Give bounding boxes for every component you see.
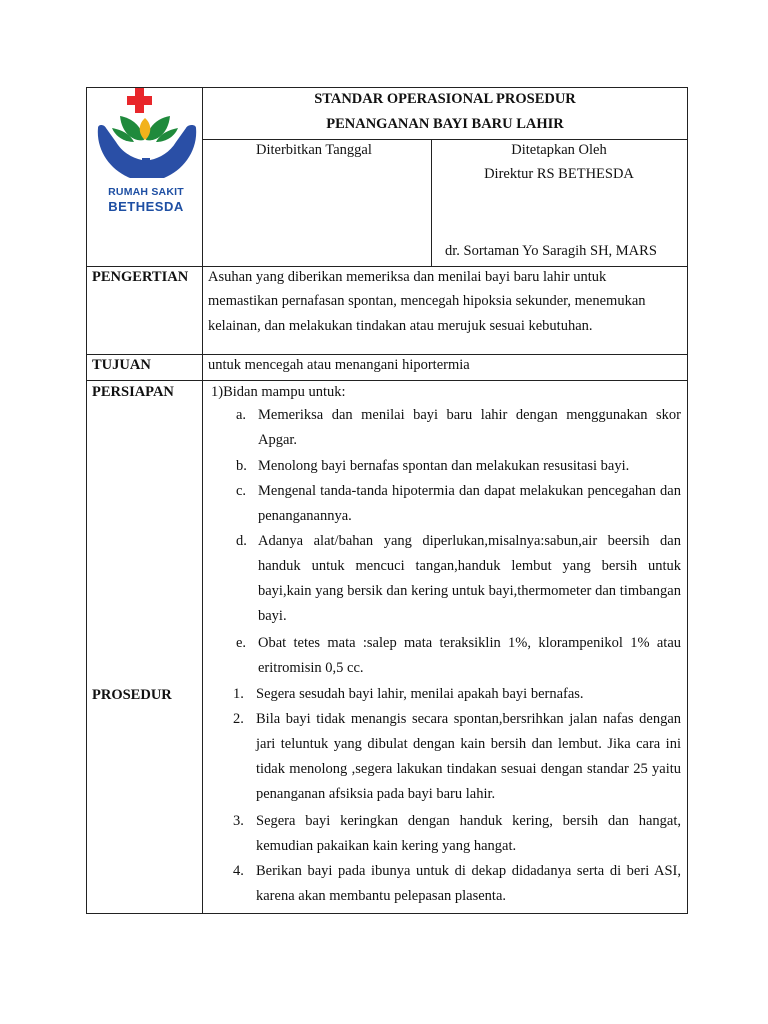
prosedur-marker-2: 2.: [233, 711, 244, 727]
prosedur-item-1: Segera sesudah bayi lahir, menilai apakah bayi bernafas.: [256, 686, 584, 702]
issued-date-label: Diterbitkan Tanggal: [256, 142, 372, 158]
persiapan-marker-b: b.: [236, 458, 247, 474]
prosedur-marker-4: 4.: [233, 863, 244, 879]
pengertian-line-2: memastikan pernafasan spontan, mencegah hipoksia sekunder, menemukan: [208, 293, 646, 309]
persiapan-item-c: Mengenal tanda-tanda hipotermia dan dapat melakukan pencegahan dan penanganannya.: [258, 483, 681, 524]
header-title-divider: [202, 139, 688, 140]
approved-by-label: Ditetapkan Oleh: [511, 142, 607, 158]
tujuan-label: TUJUAN: [92, 357, 151, 373]
prosedur-marker-3: 3.: [233, 813, 244, 829]
logo-emblem-icon: [92, 88, 202, 188]
persiapan-intro: 1)Bidan mampu untuk:: [211, 384, 346, 400]
table-border-bottom: [86, 913, 688, 914]
pengertian-label: PENGERTIAN: [92, 269, 189, 285]
pengertian-line-1: Asuhan yang diberikan memeriksa dan menilai bayi baru lahir untuk: [208, 269, 607, 285]
persiapan-item-d: Adanya alat/bahan yang diperlukan,misalnya:sabun,air beersih dan handuk untuk mencuci tangan,handuk lembut yang bersih untuk bayi,kain yang bersik dan kering untuk bayi,thermometer dan timbangan bayi.: [258, 533, 681, 624]
persiapan-label: PERSIAPAN: [92, 384, 174, 400]
row-divider-pengertian: [86, 266, 688, 267]
logo-text-line2: BETHESDA: [108, 199, 184, 214]
prosedur-item-2: Bila bayi tidak menangis secara spontan,bersrihkan jalan nafas dengan jari teluntuk yang dibulat dengan kain bersih dan lembut. Jika cara ini tidak menolong ,segera lakukan tindakan sesuai dengan standar 25 yaitu penanganan afsiksia pada bayi baru lahir.: [256, 711, 681, 802]
persiapan-item-a: Memeriksa dan menilai bayi baru lahir dengan menggunakan skor Apgar.: [258, 407, 681, 448]
prosedur-marker-1: 1.: [233, 686, 244, 702]
row-divider-tujuan: [86, 354, 688, 355]
logo-text-line1: RUMAH SAKIT: [108, 186, 184, 198]
persiapan-marker-a: a.: [236, 407, 247, 423]
document-title: STANDAR OPERASIONAL PROSEDUR: [314, 91, 576, 107]
prosedur-label: PROSEDUR: [92, 687, 172, 703]
persiapan-marker-e: e.: [236, 635, 247, 651]
document-subtitle: PENANGANAN BAYI BARU LAHIR: [326, 116, 564, 132]
tujuan-text: untuk mencegah atau menangani hiportermia: [208, 357, 470, 373]
persiapan-item-e: Obat tetes mata :salep mata teraksiklin 1%, klorampenikol 1% atau eritromisin 0,5 cc.: [258, 635, 681, 676]
approver-name: dr. Sortaman Yo Saragih SH, MARS: [445, 243, 657, 259]
table-border-right: [687, 87, 688, 914]
prosedur-item-4: Berikan bayi pada ibunya untuk di dekap didadanya serta di beri ASI, karena akan membantu pelepasan plasenta.: [256, 863, 681, 904]
prosedur-item-3: Segera bayi keringkan dengan handuk kering, bersih dan hangat, kemudian pakaikan kain kering yang hangat.: [256, 813, 681, 854]
row-divider-persiapan: [86, 380, 688, 381]
persiapan-marker-c: c.: [236, 483, 247, 499]
approver-title: Direktur RS BETHESDA: [484, 166, 634, 182]
pengertian-line-3: kelainan, dan melakukan tindakan atau merujuk sesuai kebutuhan.: [208, 318, 593, 334]
persiapan-item-b: Menolong bayi bernafas spontan dan melakukan resusitasi bayi.: [258, 458, 630, 474]
persiapan-marker-d: d.: [236, 533, 247, 549]
